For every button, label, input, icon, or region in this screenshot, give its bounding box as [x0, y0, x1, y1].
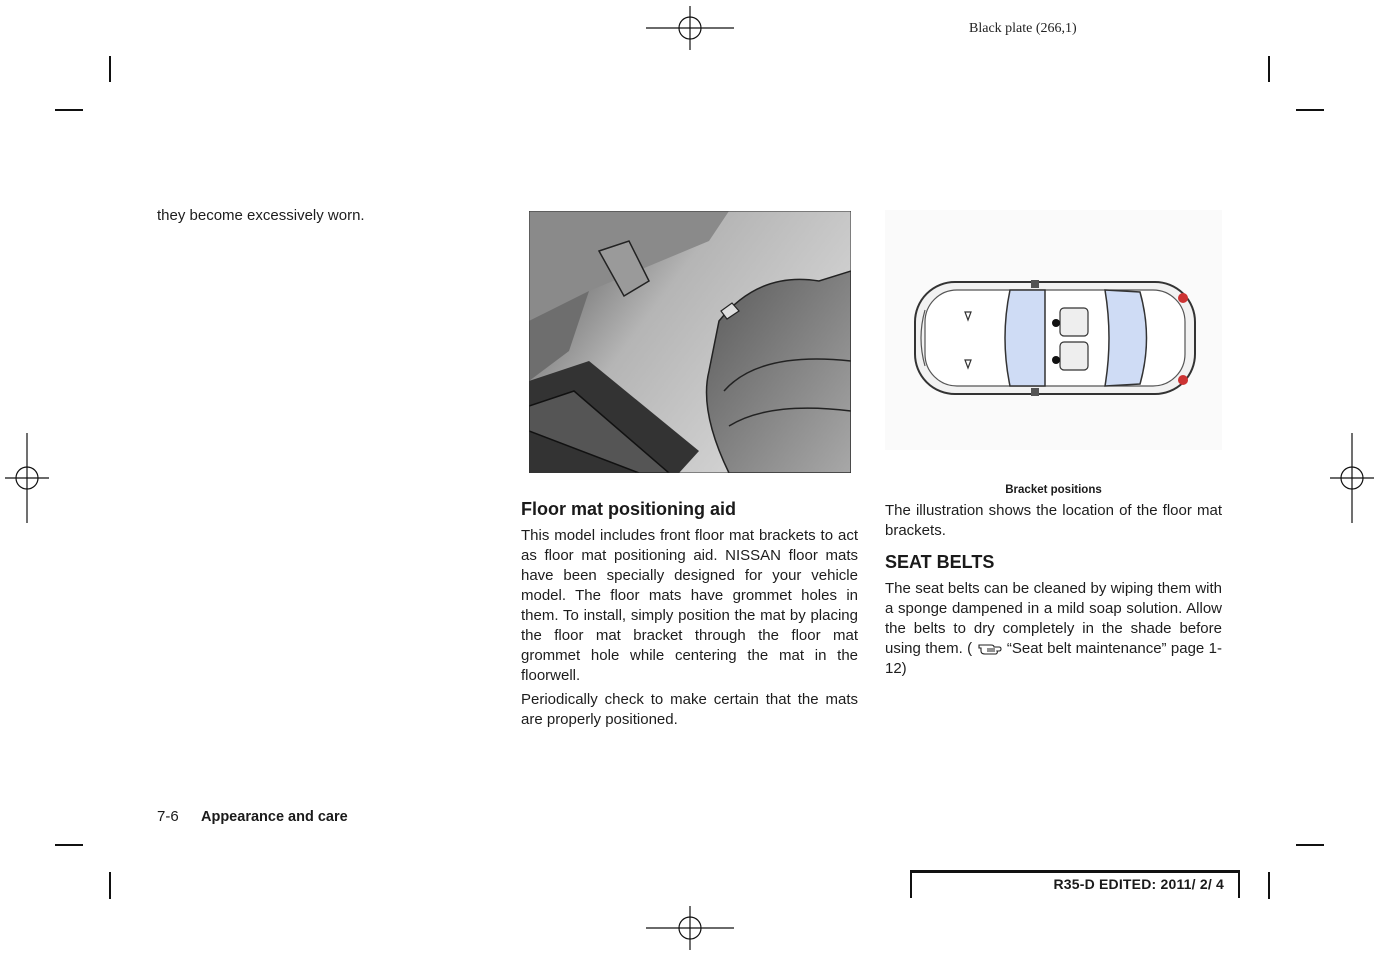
crop-mark: [109, 56, 111, 82]
car-top-view-diagram: [885, 210, 1222, 450]
seat-belts-heading: SEAT BELTS: [885, 552, 995, 572]
seat-belts-text: The seat belts can be cleaned by wiping them with a sponge dampened in a mild soap solution. Allow the belts to dry completely in the shade before using them. (: [885, 580, 1222, 657]
figure-caption: Bracket positions: [1005, 484, 1102, 496]
edited-stamp-box: [910, 870, 1240, 898]
floor-mat-paragraph: This model includes front floor mat brackets to act as floor mat positioning aid. NISSAN floor mats have been specially designed for your vehicle model. The floor mats have grommet holes in them. To install, simply position the mat by placing the floor mat bracket through the floor mat grommet hole while centering the mat in the floorwell.: [521, 527, 858, 684]
page-number: 7-6: [157, 808, 179, 825]
floor-mat-photo: [529, 211, 851, 473]
pointing-hand-icon: [977, 640, 1003, 656]
crop-mark: [55, 109, 83, 111]
registration-mark: [646, 906, 734, 950]
seat-belts-reference-link[interactable]: “Seat belt maintenance” page 1-12): [885, 640, 1222, 677]
section-title: Appearance and care: [201, 809, 348, 825]
crop-mark: [109, 872, 111, 899]
plate-label: Black plate (266,1): [969, 21, 1077, 36]
seat-belts-paragraph: [885, 579, 1222, 679]
crop-mark: [1296, 109, 1324, 111]
crop-mark: [1296, 844, 1324, 846]
crop-mark: [1268, 872, 1270, 899]
crop-mark: [55, 844, 83, 846]
registration-mark: [5, 433, 49, 523]
edited-stamp: R35-D EDITED: 2011/ 2/ 4: [1053, 876, 1224, 892]
illustration-description: The illustration shows the location of the floor mat brackets.: [885, 502, 1222, 539]
column1-text: they become excessively worn.: [157, 207, 365, 224]
registration-mark: [1330, 433, 1374, 523]
registration-mark: [646, 6, 734, 50]
crop-mark: [1268, 56, 1270, 82]
floor-mat-paragraph: Periodically check to make certain that the mats are properly positioned.: [521, 691, 858, 728]
floor-mat-heading: Floor mat positioning aid: [521, 499, 736, 519]
